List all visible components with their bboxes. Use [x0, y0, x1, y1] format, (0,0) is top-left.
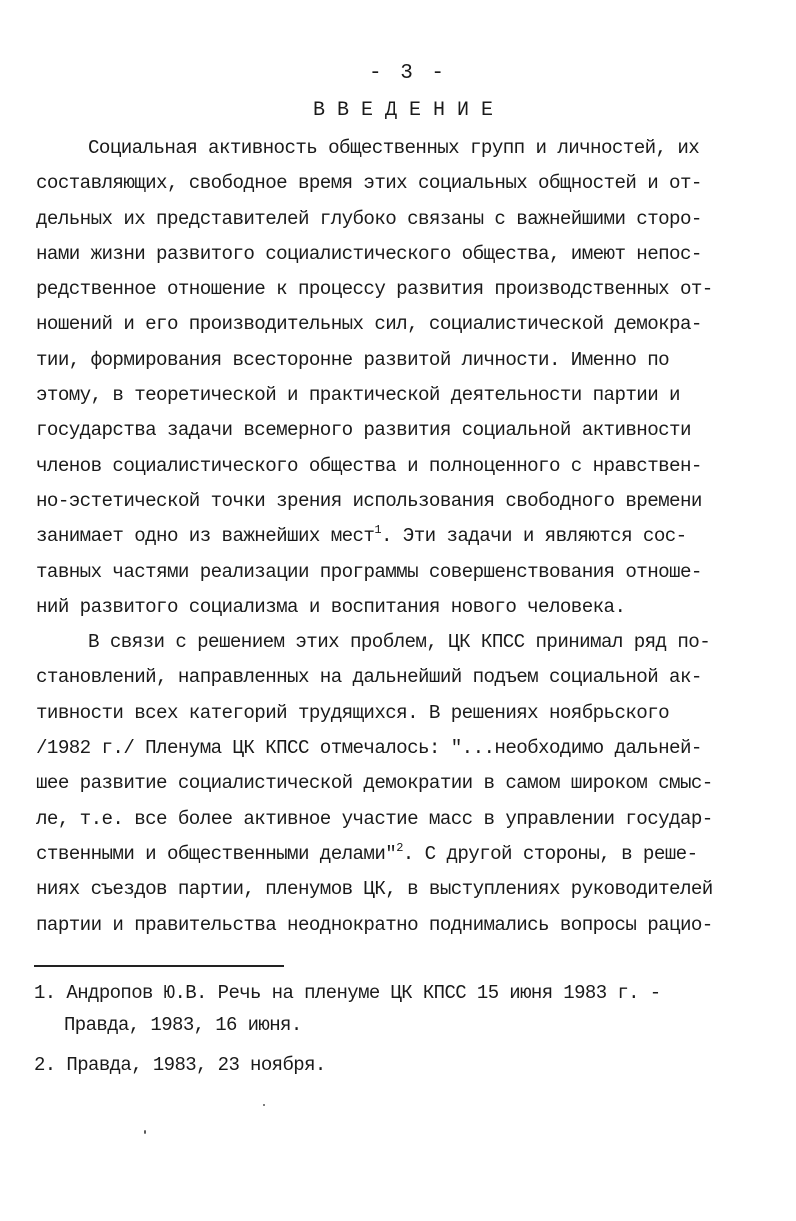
- paragraph-line: дельных их представителей глубоко связаны с важнейшими сторо-: [36, 207, 702, 230]
- body-text: [36, 131, 726, 943]
- paragraph-line: нами жизни развитого социалистического общества, имеют непос-: [36, 242, 702, 265]
- footnote-text: Правда, 1983, 23 ноября.: [66, 1054, 326, 1076]
- line-text: занимает одно из важнейших мест: [36, 525, 375, 548]
- paragraph-line: шее развитие социалистической демократии в самом широком смыс-: [36, 772, 713, 795]
- paragraph-line: тии, формирования всесторонне развитой личности. Именно по: [36, 348, 670, 371]
- paragraph-line-with-footnote: [36, 837, 726, 872]
- page-number: - 3 -: [368, 62, 447, 85]
- footnote-1-continuation: Правда, 1983, 16 июня.: [64, 1014, 302, 1036]
- paragraph-line: партии и правительства неоднократно поднимались вопросы рацио-: [36, 913, 713, 936]
- paragraph-line: /1982 г./ Пленума ЦК КПСС отмечалось: "...необходимо дальней-: [36, 737, 702, 760]
- line-text-prefix: тав: [36, 560, 69, 583]
- paragraph-line: этому, в теоретической и практической деятельности партии и: [36, 384, 680, 407]
- footnote-1: [34, 977, 734, 1009]
- paragraph-line: ний развитого социализма и воспитания нового человека.: [36, 595, 626, 618]
- footnote-ref-1: 1: [374, 523, 381, 538]
- paragraph-line: но-эстетической точки зрения использования свободного времени: [36, 489, 702, 512]
- paragraph-line: членов социалистического общества и полноценного с нравствен-: [36, 454, 702, 477]
- footnote-separator: [34, 965, 284, 967]
- paragraph-line: ниях съездов партии, пленумов ЦК, в выступлениях руководителей: [36, 878, 713, 901]
- footnotes: [34, 977, 734, 1081]
- paragraph-line: Социальная активность общественных групп и личностей, их: [88, 137, 700, 159]
- scan-speck: [144, 1130, 146, 1134]
- line-text-tail: . С другой стороны, в реше-: [402, 842, 698, 865]
- paragraph-line: ле, т.е. все более активное участие масс в управлении государ-: [36, 807, 713, 830]
- footnote-2: [34, 1049, 734, 1081]
- line-text-tail: . Эти задачи и являются сос-: [380, 525, 687, 548]
- paragraph-line: В связи с решением этих проблем, ЦК КПСС принимал ряд по-: [88, 631, 711, 654]
- footnote-number: 2.: [34, 1054, 56, 1076]
- scan-speck: [263, 1104, 265, 1106]
- footnote-ref-2: 2: [396, 840, 403, 855]
- line-text: ственными и общественными делами": [36, 842, 397, 865]
- footnote-text: Андропов Ю.В. Речь на пленуме ЦК КПСС 15 июня 1983 г. -: [66, 982, 661, 1004]
- paragraph-line: ношений и его производительных сил, социалистической демокра-: [36, 313, 702, 336]
- section-heading: ВВЕДЕНИЕ: [312, 99, 505, 122]
- paragraph-line-with-footnote: [36, 519, 726, 554]
- footnote-number: 1.: [34, 982, 56, 1004]
- paragraph-line: [36, 555, 726, 590]
- paragraph-line: государства задачи всемерного развития социальной активности: [36, 419, 691, 442]
- paragraph-line: составляющих, свободное время этих социальных общностей и от-: [36, 172, 702, 195]
- paragraph-line: редственное отношение к процессу развития производственных от-: [36, 278, 713, 301]
- paragraph-line: становлений, направленных на дальнейший подъем социальной ак-: [36, 666, 702, 689]
- paragraph-line: тивности всех категорий трудящихся. В решениях ноябрьского: [36, 701, 670, 724]
- line-text: ных частями реализации программы совершенствования отноше-: [68, 560, 702, 583]
